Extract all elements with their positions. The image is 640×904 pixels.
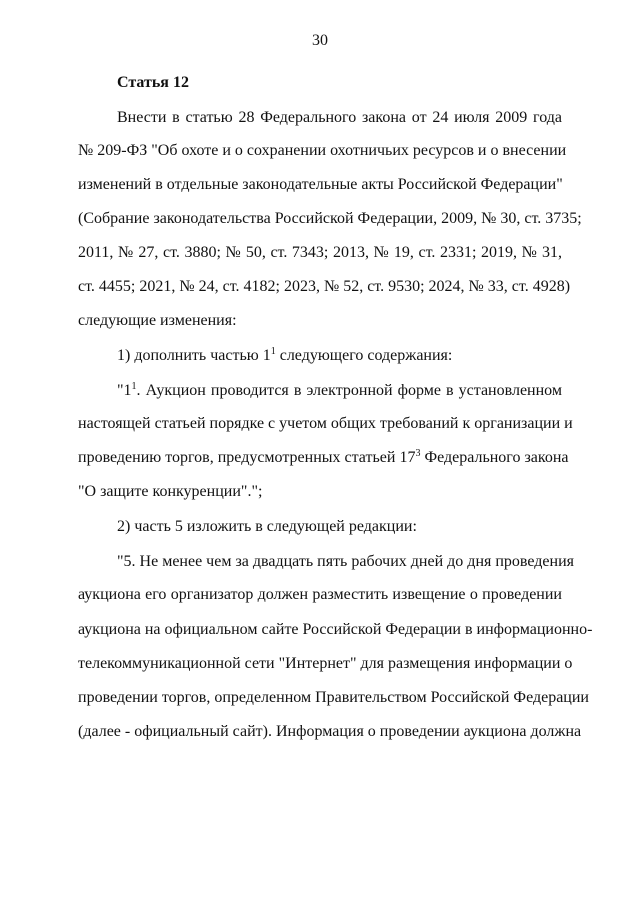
quote-line: "О защите конкуренции"."; (78, 483, 263, 500)
quote-line: "5. Не менее чем за двадцать пять рабочих дней до дня проведения (117, 553, 574, 570)
quote-line: проведению торгов, предусмотренных статьей $17^3$ Федерального закона (78, 448, 569, 466)
list-item-2: 2) часть 5 изложить в следующей редакции: (117, 518, 417, 535)
paragraph-line: 2011, № 27, ст. 3880; № 50, ст. 7343; 2013, № 19, ст. 2331; 2019, № 31, (78, 244, 562, 261)
page-number: 30 (312, 32, 328, 49)
paragraph-line: № 209-ФЗ "Об охоте и о сохранении охотничьих ресурсов и о внесении (78, 142, 567, 159)
quote-line: аукциона на официальном сайте Российской Федерации в информационно- (78, 621, 593, 638)
paragraph-line: (Собрание законодательства Российской Федерации, 2009, № 30, ст. 3735; (78, 210, 582, 227)
quote-line: (далее - официальный сайт). Информация о проведении аукциона должна (78, 723, 582, 740)
quote-line: "$1^1$. Аукцион проводится в электронной форме в установленном (117, 381, 562, 399)
list-item-1: 1) дополнить частью $1^1$ следующего содержания: (117, 346, 453, 364)
paragraph-line: изменений в отдельные законодательные акты Российской Федерации" (78, 176, 563, 193)
article-heading: Статья 12 (117, 74, 189, 91)
quote-line: телекоммуникационной сети "Интернет" для размещения информации о (78, 655, 573, 672)
quote-line: проведении торгов, определенном Правительством Российской Федерации (78, 689, 589, 706)
paragraph-line: ст. 4455; 2021, № 24, ст. 4182; 2023, № 52, ст. 9530; 2024, № 33, ст. 4928) (78, 278, 571, 295)
paragraph-line: следующие изменения: (78, 312, 237, 329)
quote-line: настоящей статьей порядке с учетом общих требований к организации и (78, 415, 573, 432)
quote-line: аукциона его организатор должен разместить извещение о проведении (78, 586, 562, 603)
paragraph-line: Внести в статью 28 Федерального закона от 24 июля 2009 года (117, 109, 562, 126)
